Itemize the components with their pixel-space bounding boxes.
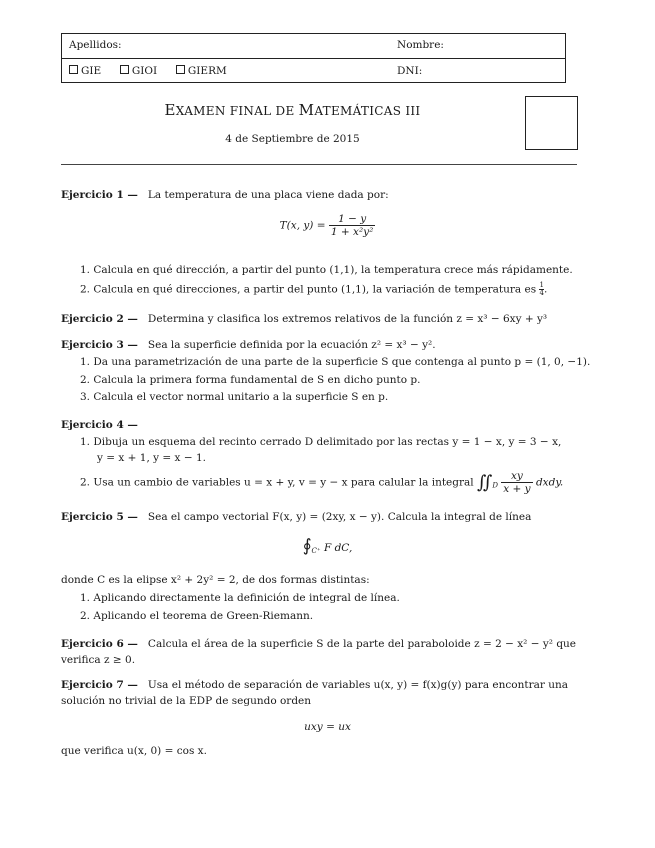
ej1-intro: Ejercicio 1 — La temperatura de una placa viene dada por: — [61, 189, 389, 201]
gierm-label: GIERM — [187, 65, 227, 77]
ej5-intro: Ejercicio 5 — Sea el campo vectorial F(x, y) = (2xy, x − y). Calcula la integral de línea — [61, 511, 532, 523]
ej3-intro: Ejercicio 3 — Sea la superficie definida por la ecuación z² = x³ − y². — [61, 339, 436, 351]
ej5-item2: 2. Aplicando el teorema de Green-Riemann. — [80, 610, 314, 622]
gie-label: GIE — [81, 65, 102, 77]
ej7-line1: Ejercicio 7 — Usa el método de separación de variables u(x, y) = f(x)g(y) para encontrar una — [61, 679, 568, 691]
ej6-line2: verifica z ≥ 0. — [61, 654, 136, 666]
ej5-item1: 1. Aplicando directamente la definición de integral de línea. — [80, 592, 400, 604]
exam-title: EXAMEN FINAL DE MATEMÁTICAS III — [164, 101, 421, 119]
box-divider — [62, 58, 565, 59]
ej1-item1: 1. Calcula en qué dirección, a partir del punto (1,1), la temperatura crece más rápidamente. — [80, 264, 573, 276]
dni-label: DNI: — [397, 65, 423, 77]
ej4-item2: 2. Usa un cambio de variables u = x + y, v = y − x para calular la integral $∬_D$ $\frac{xy}{x + y}$ dxdy. — [80, 470, 564, 495]
grade-box — [525, 96, 578, 150]
title-rule — [61, 164, 577, 165]
ej3-item2: 2. Calcula la primera forma fundamental de S en dicho punto p. — [80, 374, 421, 386]
ej3-item3: 3. Calcula el vector normal unitario a la superficie S en p. — [80, 391, 389, 403]
ej2-text: Ejercicio 2 — Determina y clasifica los extremos relativos de la función z = x³ − 6xy + y³ — [61, 313, 548, 325]
ej4-label: Ejercicio 4 — — [61, 419, 138, 431]
gioi-checkbox[interactable] — [120, 65, 129, 74]
nombre-label: Nombre: — [397, 39, 444, 51]
ej6-line1: Ejercicio 6 — Calcula el área de la superficie S de la parte del paraboloide z = 2 − x² − y² que — [61, 638, 577, 650]
degree-options — [69, 65, 227, 77]
gioi-label: GIOI — [131, 65, 158, 77]
ej1-item2: 2. Calcula en qué direcciones, a partir del punto (1,1), la variación de temperatura es $\frac{1}{4}$. — [80, 281, 548, 297]
ej3-item1: 1. Da una parametrización de una parte de la superficie S que contenga al punto p = (1, 0, −1). — [80, 356, 591, 368]
gierm-checkbox[interactable] — [176, 65, 185, 74]
student-info-box — [61, 33, 566, 83]
ej4-item1: 1. Dibuja un esquema del recinto cerrado D delimitado por las rectas y = 1 − x, y = 3 − x, — [80, 436, 562, 448]
ej5-formula: $∮_{C^+}$ F dC, — [302, 536, 353, 556]
exam-date: 4 de Septiembre de 2015 — [225, 133, 360, 145]
ej7-formula: uxy = ux — [304, 721, 351, 733]
gie-checkbox[interactable] — [69, 65, 78, 74]
ej7-line2: solución no trivial de la EDP de segundo orden — [61, 695, 312, 707]
ej7-after: que verifica u(x, 0) = cos x. — [61, 745, 207, 757]
ej5-after: donde C es la elipse x² + 2y² = 2, de dos formas distintas: — [61, 574, 370, 586]
ej1-formula: T(x, y) = $\frac{1 - y}{\text{1 + x²y²}}$ — [279, 213, 374, 238]
apellidos-label: Apellidos: — [69, 39, 122, 51]
ej4-item1-cont: y = x + 1, y = x − 1. — [97, 452, 206, 464]
